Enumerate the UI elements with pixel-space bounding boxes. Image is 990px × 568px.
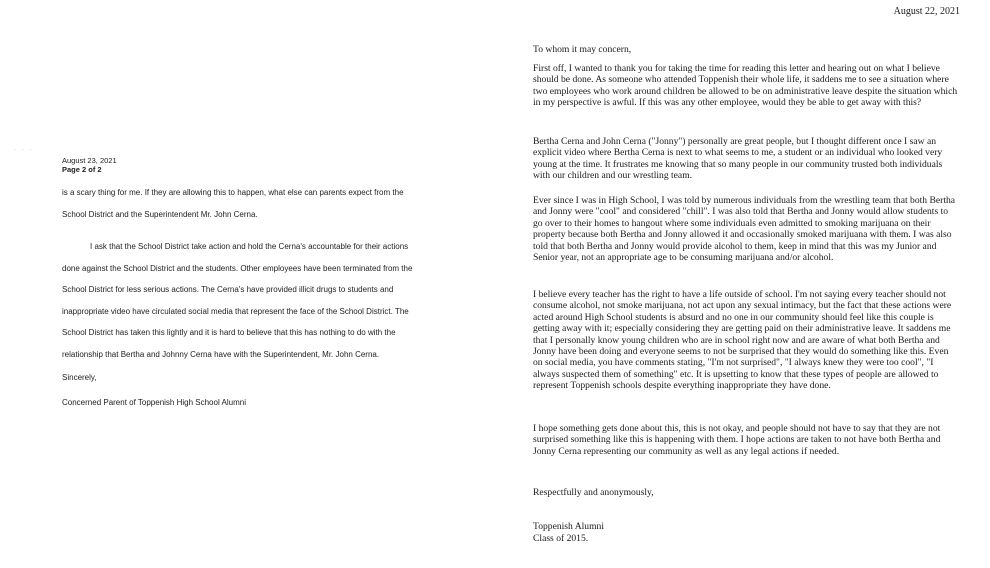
right-letter-date: August 22, 2021 — [893, 6, 960, 17]
right-closing: Respectfully and anonymously, — [533, 487, 654, 498]
left-text-line: School District and the Superintendent Mr. John Cerna. — [62, 209, 258, 219]
right-paragraph: First off, I wanted to thank you for taking the time for reading this letter and hearing out on what I believe should be done. As someone who attended Toppenish their whole life, it saddens me to see a situation where two employees who work around children be allowed to be on administrative leave despite the situation which in my perspective is awful. If this was any other employee, would they be able to get away with this? — [533, 63, 958, 109]
right-paragraph: I believe every teacher has the right to have a life outside of school. I'm not saying every teacher should not consume alcohol, not smoke marijuana, not act upon any sexual intimacy, but the fact that these actions were acted around High School students is absurd and no one in our community should feel like this couple is getting away with it; especially considering they are getting paid on their administrative leave. It saddens me that I personally know young children who are in school right now and are aware of what both Bertha and Jonny have been doing and everyone seems to not be surprised that they would do something like this. Even on social media, you have comments stating, "I'm not surprised", "I always knew they were too cool", "I always suspected them of something" etc. It is upsetting to know that these types of people are allowed to represent Toppenish schools despite everything inappropriate they have done. — [533, 289, 952, 392]
left-text-line: School District for less serious actions. The Cerna's have provided illicit drugs to students and — [62, 285, 394, 294]
right-paragraph: Ever since I was in High School, I was told by numerous individuals from the wrestling team that both Bertha and Jonny were "cool" and considered "chill". I was also told that Bertha and Jonny would allow students to go over to their homes to hangout where some individuals even admitted to smoking marijuana on their property because both Bertha and Jonny allowed it and occasionally smoked marijuana with them. I was also told that both Bertha and Jonny would provide alcohol to them, keep in mind that this was my Junior and Senior year, not an appropriate age to be consuming marijuana and/or alcohol. — [533, 195, 956, 264]
left-text-line: inappropriate video have circulated social media that represent the face of the School District. The — [62, 306, 409, 316]
right-paragraph: Bertha Cerna and John Cerna ("Jonny") personally are great people, but I thought different once I saw an explicit video where Bertha Cerna is next to what seems to me, a student or an individual who looked very young at the time. It frustrates me knowing that so many people in our community trusted both individuals with our children and our wrestling team. — [533, 136, 943, 182]
left-closing: Sincerely, — [62, 373, 97, 382]
left-text-line: is a scary thing for me. If they are allowing this to happen, what else can parents expect from the — [62, 188, 404, 197]
left-text-line: I ask that the School District take action and hold the Cerna's accountable for their actions — [90, 242, 409, 251]
left-letter-date: August 23, 2021 — [62, 156, 117, 165]
left-letter-page — [62, 156, 447, 410]
scan-smudge: · · · — [14, 147, 34, 154]
left-text-line: relationship that Bertha and Johnny Cerna have with the Superintendent, Mr. John Cerna. — [62, 349, 380, 359]
right-paragraph: I hope something gets done about this, this is not okay, and people should not have to say that they are not surprised something like this is happening with them. I hope actions are taken to not have both Bertha and Jonny Cerna representing our community as well as any legal actions if needed. — [533, 423, 941, 457]
right-salutation: To whom it may concern, — [533, 44, 632, 55]
left-text-line: done against the School District and the students. Other employees have been terminated from the — [62, 263, 413, 273]
left-text-line: School District has taken this lightly and it is hard to believe that this has nothing to do with the — [62, 328, 396, 337]
right-signature-line-2: Class of 2015. — [533, 533, 589, 544]
right-signature-line-1: Toppenish Alumni — [533, 521, 605, 532]
left-signature: Concerned Parent of Toppenish High School Alumni — [62, 398, 246, 407]
left-page-label: Page 2 of 2 — [62, 165, 102, 174]
